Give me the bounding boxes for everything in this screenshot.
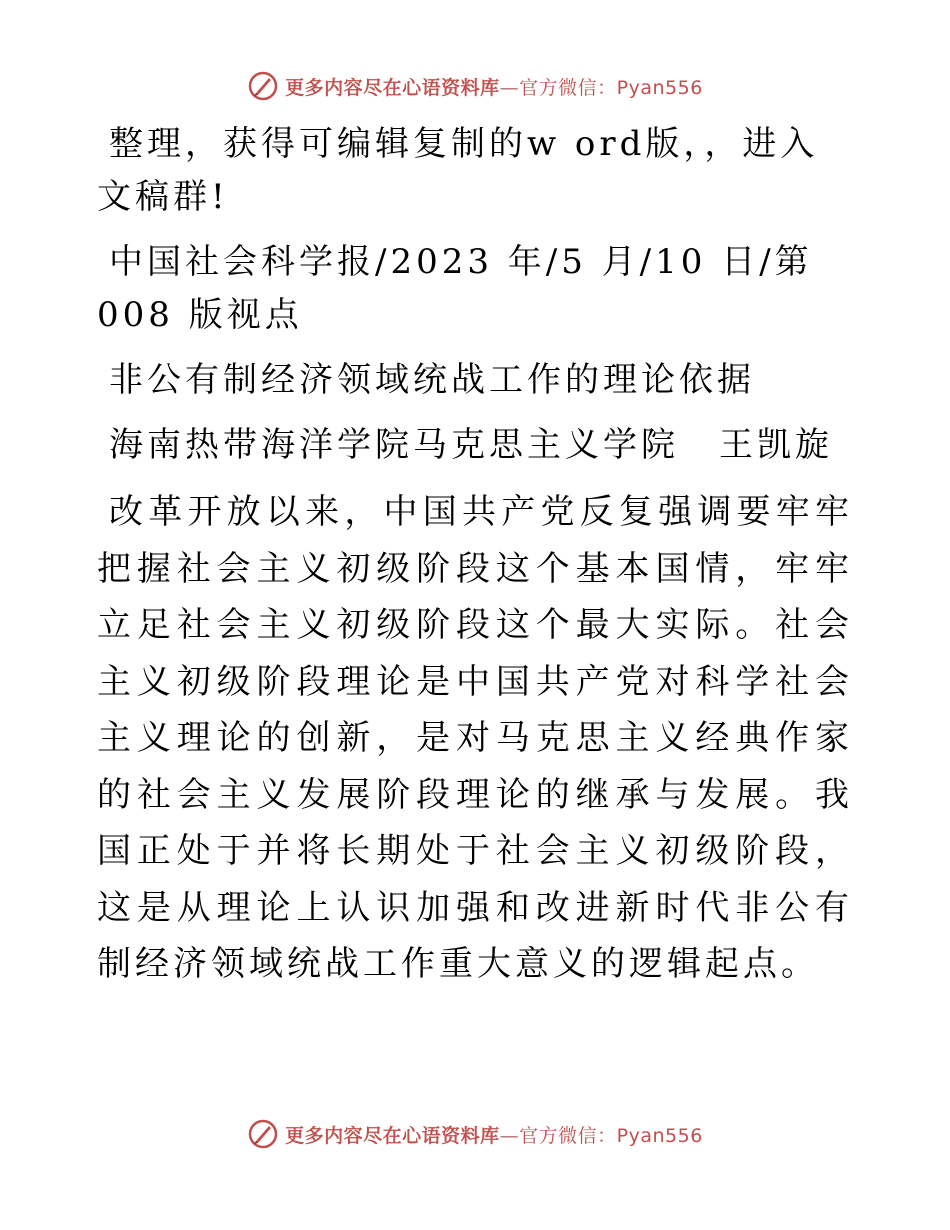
footer-watermark [0, 1118, 950, 1150]
watermark-dash: — [499, 1124, 520, 1147]
watermark-main: 更多内容尽在心语资料库 [285, 76, 500, 99]
author-line [97, 419, 853, 472]
header-watermark [0, 70, 950, 102]
watermark-text [285, 73, 703, 100]
intro-paragraph: 整理，获得可编辑复制的w ord版，，进入文稿群! [97, 124, 819, 217]
watermark-text [285, 1121, 703, 1148]
watermark-contact: 官方微信：Pyan556 [519, 76, 703, 99]
quill-logo-icon [247, 1118, 279, 1150]
source-line: 中国社会科学报/2023 年/5 月/10 日/第 008 版视点 [97, 242, 813, 335]
author-name: 王凯旋 [719, 425, 833, 465]
watermark-dash: — [499, 76, 520, 99]
watermark-main: 更多内容尽在心语资料库 [285, 1124, 500, 1147]
author-affiliation: 海南热带海洋学院马克思主义学院 [109, 425, 679, 465]
quill-logo-icon [247, 70, 279, 102]
document-body [97, 118, 853, 1005]
article-title: 非公有制经济领域统战工作的理论依据 [109, 360, 755, 400]
body-paragraph: 改革开放以来，中国共产党反复强调要牢牢把握社会主义初级阶段这个基本国情，牢牢立足社会主义初级阶段这个最大实际。社会主义初级阶段理论是中国共产党对科学社会主义理论的创新，是对马克思主义经典作家的社会主义发展阶段理论的继承与发展。我国正处于并将长期处于社会主义初级阶段，这是从理论上认识加强和改进新时代非公有制经济领域统战工作重大意义的逻辑起点。 [97, 492, 853, 984]
watermark-contact: 官方微信：Pyan556 [519, 1124, 703, 1147]
